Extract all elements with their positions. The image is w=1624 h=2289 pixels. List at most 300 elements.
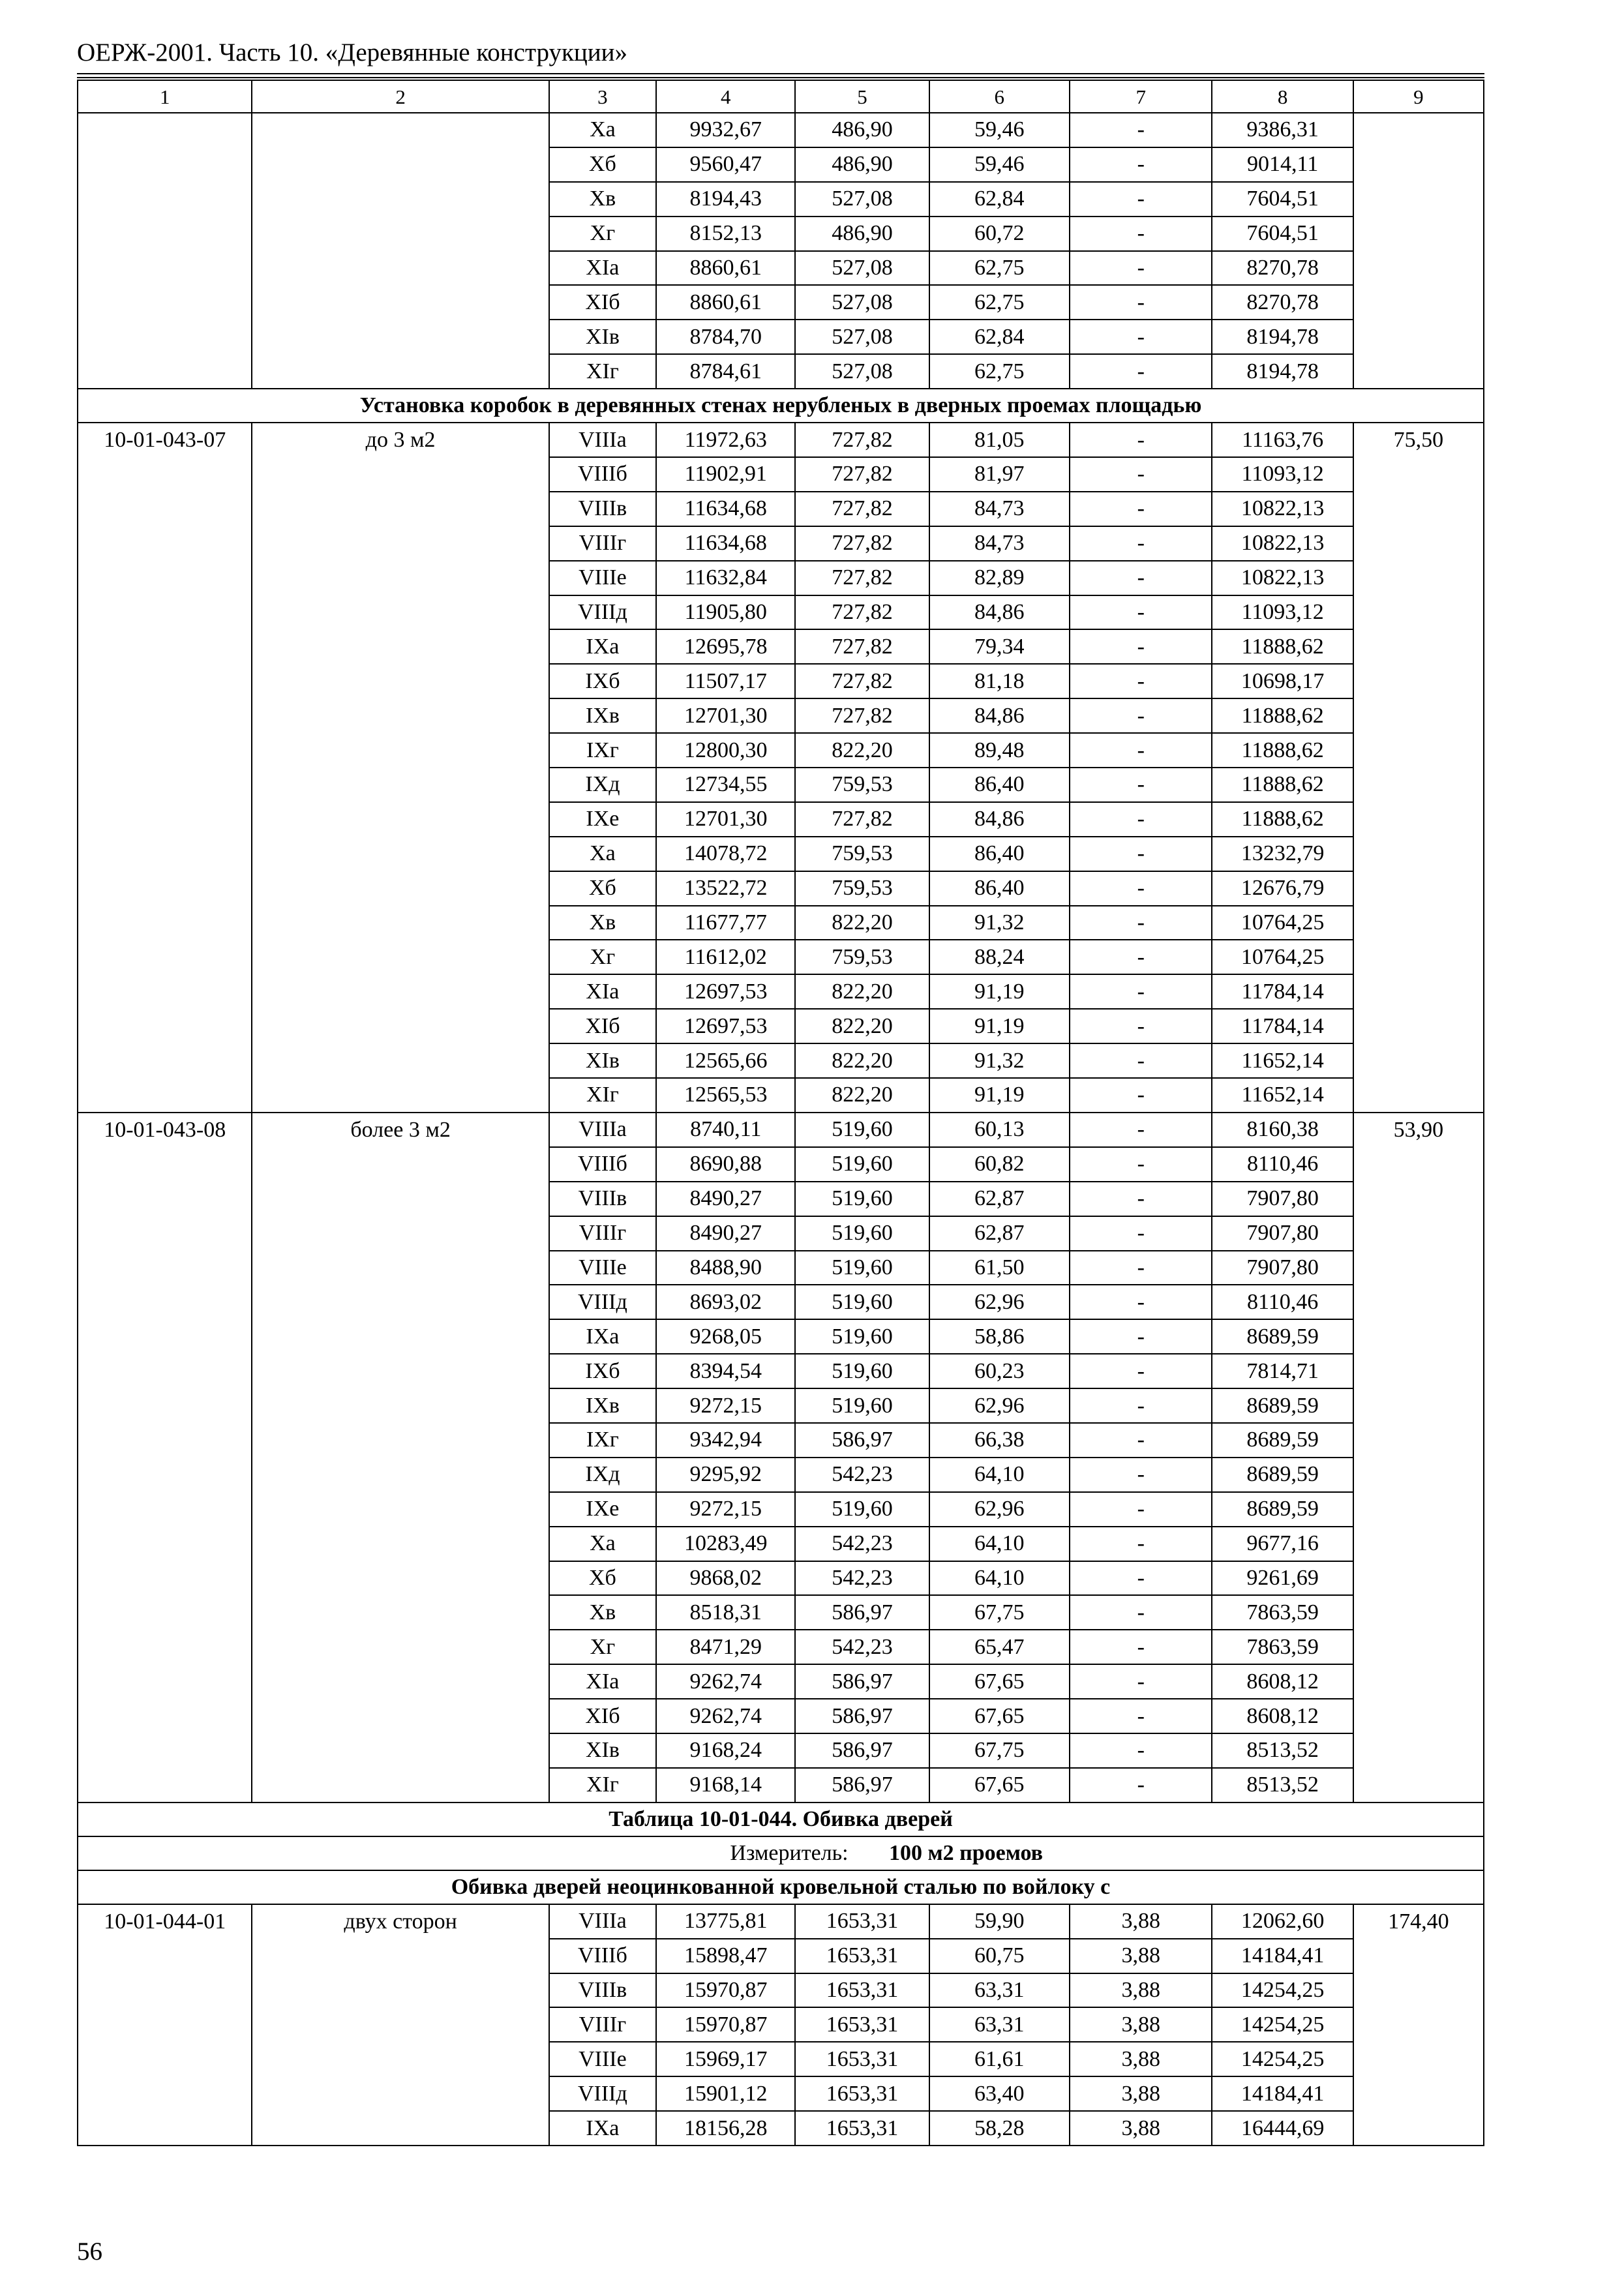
value-cell: 1653,31	[795, 1939, 929, 1973]
zone-cell: XIa	[549, 974, 656, 1009]
value-cell: 586,97	[795, 1768, 929, 1803]
rate-code	[78, 1285, 252, 1319]
rate-code	[78, 1733, 252, 1768]
rate-description	[252, 320, 549, 354]
value-cell: 727,82	[795, 457, 929, 492]
rate-description: до 3 м2	[252, 423, 549, 457]
value-cell: 62,96	[929, 1285, 1070, 1319]
zone-cell: VIIIв	[549, 492, 656, 526]
rate-description	[252, 251, 549, 286]
value-cell: 14184,41	[1212, 1939, 1353, 1973]
value-cell: -	[1070, 1527, 1212, 1561]
value-cell: -	[1070, 664, 1212, 698]
rate-code	[78, 251, 252, 286]
table-row	[78, 2042, 1484, 2076]
value-cell: 15970,87	[656, 1973, 795, 2008]
value-cell: 1653,31	[795, 1904, 929, 1939]
table-title: Таблица 10-01-044. Обивка дверей	[78, 1803, 1484, 1836]
rate-code	[78, 2076, 252, 2111]
value-cell: 8784,61	[656, 354, 795, 389]
value-cell: 8194,43	[656, 182, 795, 217]
value-cell: 91,19	[929, 974, 1070, 1009]
table-row	[78, 871, 1484, 906]
rate-description	[252, 561, 549, 595]
value-cell: 8194,78	[1212, 354, 1353, 389]
column-number: 5	[795, 80, 929, 113]
value-cell: 67,75	[929, 1595, 1070, 1630]
value-cell: -	[1070, 561, 1212, 595]
zone-cell: Xг	[549, 940, 656, 974]
zone-cell: Xa	[549, 837, 656, 871]
column-number: 3	[549, 80, 656, 113]
value-cell: 64,10	[929, 1527, 1070, 1561]
value-cell: 11888,62	[1212, 733, 1353, 768]
value-cell: 11093,12	[1212, 595, 1353, 630]
value-cell: 727,82	[795, 629, 929, 664]
value-cell: 3,88	[1070, 2076, 1212, 2111]
value-cell: 727,82	[795, 698, 929, 733]
value-cell: 91,32	[929, 906, 1070, 940]
page-number: 56	[77, 2237, 102, 2266]
value-cell: 519,60	[795, 1388, 929, 1423]
value-cell: 14254,25	[1212, 2007, 1353, 2042]
rate-description	[252, 871, 549, 906]
table-row	[78, 698, 1484, 733]
value-cell: 11677,77	[656, 906, 795, 940]
value-cell: 586,97	[795, 1699, 929, 1733]
value-cell: -	[1070, 285, 1212, 320]
table-title-row	[78, 1803, 1484, 1836]
value-cell: 11888,62	[1212, 802, 1353, 837]
value-cell: 14254,25	[1212, 2042, 1353, 2076]
value-cell: 59,46	[929, 113, 1070, 147]
value-cell: 7907,80	[1212, 1251, 1353, 1285]
value-cell: 11888,62	[1212, 629, 1353, 664]
value-cell: -	[1070, 320, 1212, 354]
column-number: 7	[1070, 80, 1212, 113]
rate-code	[78, 629, 252, 664]
value-cell: 11634,68	[656, 492, 795, 526]
rate-description	[252, 1768, 549, 1803]
value-cell: 12701,30	[656, 802, 795, 837]
value-cell: 10822,13	[1212, 561, 1353, 595]
rate-description	[252, 526, 549, 561]
zone-cell: IXa	[549, 629, 656, 664]
zone-cell: VIIIе	[549, 561, 656, 595]
zone-cell: VIIIе	[549, 2042, 656, 2076]
rate-code	[78, 1595, 252, 1630]
rates-table-body	[78, 80, 1484, 2146]
value-cell: 64,10	[929, 1458, 1070, 1492]
rate-description	[252, 1492, 549, 1527]
rate-description	[252, 1630, 549, 1664]
rate-code	[78, 457, 252, 492]
rate-code	[78, 182, 252, 217]
rate-description	[252, 2111, 549, 2146]
zone-cell: VIIIб	[549, 457, 656, 492]
value-cell: 8860,61	[656, 251, 795, 286]
table-row	[78, 1664, 1484, 1699]
value-cell: 86,40	[929, 837, 1070, 871]
zone-cell: Xв	[549, 182, 656, 217]
value-cell: 759,53	[795, 871, 929, 906]
labor-cell	[1353, 733, 1484, 768]
value-cell: -	[1070, 354, 1212, 389]
table-row	[78, 1973, 1484, 2008]
rate-code: 10-01-043-07	[78, 423, 252, 457]
zone-cell: VIIIв	[549, 1973, 656, 2008]
value-cell: 61,50	[929, 1251, 1070, 1285]
value-cell: 759,53	[795, 837, 929, 871]
labor-cell	[1353, 1078, 1484, 1113]
value-cell: -	[1070, 423, 1212, 457]
rate-description	[252, 1043, 549, 1078]
zone-cell: VIIIв	[549, 1182, 656, 1216]
rate-description	[252, 1319, 549, 1354]
value-cell: -	[1070, 1561, 1212, 1596]
rate-code	[78, 1423, 252, 1458]
value-cell: 11905,80	[656, 595, 795, 630]
table-row	[78, 320, 1484, 354]
value-cell: 13232,79	[1212, 837, 1353, 871]
value-cell: 11652,14	[1212, 1078, 1353, 1113]
measure-value: 100 м2 проемов	[889, 1840, 1043, 1865]
rate-code	[78, 1319, 252, 1354]
value-cell: 9261,69	[1212, 1561, 1353, 1596]
value-cell: 12697,53	[656, 974, 795, 1009]
value-cell: 7814,71	[1212, 1354, 1353, 1388]
labor-cell	[1353, 2111, 1484, 2146]
value-cell: 8110,46	[1212, 1285, 1353, 1319]
zone-cell: VIIIa	[549, 1904, 656, 1939]
rate-code	[78, 837, 252, 871]
table-row	[78, 1423, 1484, 1458]
value-cell: 727,82	[795, 664, 929, 698]
rate-code	[78, 733, 252, 768]
zone-cell: XIб	[549, 1009, 656, 1043]
rate-description	[252, 182, 549, 217]
value-cell: 8110,46	[1212, 1147, 1353, 1182]
zone-cell: IXa	[549, 1319, 656, 1354]
value-cell: 1653,31	[795, 1973, 929, 2008]
value-cell: 3,88	[1070, 1904, 1212, 1939]
table-row	[78, 2111, 1484, 2146]
rate-description	[252, 733, 549, 768]
labor-cell	[1353, 698, 1484, 733]
value-cell: -	[1070, 1699, 1212, 1733]
rate-code	[78, 802, 252, 837]
value-cell: -	[1070, 629, 1212, 664]
value-cell: 8693,02	[656, 1285, 795, 1319]
rate-description	[252, 1699, 549, 1733]
value-cell: 91,19	[929, 1009, 1070, 1043]
value-cell: 9868,02	[656, 1561, 795, 1596]
value-cell: 9272,15	[656, 1388, 795, 1423]
value-cell: 9268,05	[656, 1319, 795, 1354]
value-cell: 12695,78	[656, 629, 795, 664]
zone-cell: VIIIг	[549, 526, 656, 561]
rate-description	[252, 1285, 549, 1319]
value-cell: 7863,59	[1212, 1630, 1353, 1664]
value-cell: 12565,53	[656, 1078, 795, 1113]
value-cell: 8488,90	[656, 1251, 795, 1285]
value-cell: 15898,47	[656, 1939, 795, 1973]
rate-description	[252, 147, 549, 182]
value-cell: -	[1070, 1388, 1212, 1423]
labor-cell	[1353, 1423, 1484, 1458]
labor-cell	[1353, 1664, 1484, 1699]
value-cell: 8152,13	[656, 217, 795, 251]
value-cell: -	[1070, 1423, 1212, 1458]
value-cell: 8513,52	[1212, 1733, 1353, 1768]
value-cell: 9262,74	[656, 1664, 795, 1699]
zone-cell: VIIIб	[549, 1147, 656, 1182]
value-cell: 8160,38	[1212, 1113, 1353, 1147]
value-cell: -	[1070, 217, 1212, 251]
rate-description	[252, 1423, 549, 1458]
value-cell: 88,24	[929, 940, 1070, 974]
labor-cell	[1353, 2076, 1484, 2111]
labor-cell	[1353, 1043, 1484, 1078]
rate-code	[78, 1043, 252, 1078]
value-cell: 527,08	[795, 182, 929, 217]
rate-code	[78, 526, 252, 561]
zone-cell: Xa	[549, 1527, 656, 1561]
value-cell: 822,20	[795, 1078, 929, 1113]
value-cell: 8740,11	[656, 1113, 795, 1147]
rate-description	[252, 1561, 549, 1596]
value-cell: 8689,59	[1212, 1388, 1353, 1423]
value-cell: -	[1070, 1595, 1212, 1630]
value-cell: 727,82	[795, 595, 929, 630]
rate-description	[252, 492, 549, 526]
value-cell: 527,08	[795, 354, 929, 389]
value-cell: 84,86	[929, 595, 1070, 630]
value-cell: 3,88	[1070, 2111, 1212, 2146]
rate-description	[252, 1078, 549, 1113]
rate-description	[252, 1009, 549, 1043]
rate-code	[78, 320, 252, 354]
zone-cell: IXд	[549, 1458, 656, 1492]
value-cell: 1653,31	[795, 2076, 929, 2111]
zone-cell: IXa	[549, 2111, 656, 2146]
zone-cell: VIIIa	[549, 1113, 656, 1147]
value-cell: 727,82	[795, 526, 929, 561]
value-cell: 67,75	[929, 1733, 1070, 1768]
value-cell: 3,88	[1070, 1973, 1212, 2008]
rate-description	[252, 354, 549, 389]
table-row	[78, 354, 1484, 389]
value-cell: 8689,59	[1212, 1458, 1353, 1492]
value-cell: 14078,72	[656, 837, 795, 871]
value-cell: 62,96	[929, 1388, 1070, 1423]
value-cell: 11784,14	[1212, 1009, 1353, 1043]
zone-cell: Xв	[549, 906, 656, 940]
labor-cell	[1353, 837, 1484, 871]
value-cell: 14184,41	[1212, 2076, 1353, 2111]
section-title: Обивка дверей неоцинкованной кровельной сталью по войлоку с	[78, 1870, 1484, 1904]
table-row	[78, 1043, 1484, 1078]
value-cell: 67,65	[929, 1664, 1070, 1699]
value-cell: 822,20	[795, 1043, 929, 1078]
value-cell: -	[1070, 1768, 1212, 1803]
labor-cell	[1353, 1595, 1484, 1630]
value-cell: -	[1070, 1182, 1212, 1216]
zone-cell: Xг	[549, 217, 656, 251]
value-cell: 1653,31	[795, 2042, 929, 2076]
table-row	[78, 1630, 1484, 1664]
table-row	[78, 802, 1484, 837]
value-cell: 84,86	[929, 802, 1070, 837]
value-cell: 62,75	[929, 251, 1070, 286]
value-cell: 8608,12	[1212, 1664, 1353, 1699]
zone-cell: Xб	[549, 1561, 656, 1596]
labor-cell	[1353, 1630, 1484, 1664]
rate-description	[252, 595, 549, 630]
value-cell: 586,97	[795, 1664, 929, 1699]
value-cell: 727,82	[795, 423, 929, 457]
page-header: ОЕРЖ-2001. Часть 10. «Деревянные конструкции»	[77, 38, 628, 67]
table-row	[78, 1561, 1484, 1596]
value-cell: 8490,27	[656, 1216, 795, 1251]
value-cell: 89,48	[929, 733, 1070, 768]
labor-cell	[1353, 1285, 1484, 1319]
value-cell: 10764,25	[1212, 940, 1353, 974]
value-cell: 586,97	[795, 1595, 929, 1630]
labor-cell	[1353, 1699, 1484, 1733]
value-cell: 11972,63	[656, 423, 795, 457]
value-cell: 8270,78	[1212, 251, 1353, 286]
rate-description	[252, 940, 549, 974]
labor-cell	[1353, 1458, 1484, 1492]
zone-cell: XIг	[549, 354, 656, 389]
value-cell: 727,82	[795, 492, 929, 526]
value-cell: -	[1070, 1354, 1212, 1388]
value-cell: 527,08	[795, 251, 929, 286]
value-cell: 67,65	[929, 1699, 1070, 1733]
value-cell: 7907,80	[1212, 1216, 1353, 1251]
value-cell: 13775,81	[656, 1904, 795, 1939]
labor-cell	[1353, 1182, 1484, 1216]
rate-description: более 3 м2	[252, 1113, 549, 1147]
value-cell: -	[1070, 1664, 1212, 1699]
rate-code	[78, 1147, 252, 1182]
labor-cell	[1353, 940, 1484, 974]
value-cell: 586,97	[795, 1423, 929, 1458]
labor-cell	[1353, 1388, 1484, 1423]
rate-code	[78, 1699, 252, 1733]
value-cell: 11652,14	[1212, 1043, 1353, 1078]
value-cell: 86,40	[929, 768, 1070, 802]
labor-cell	[1353, 320, 1484, 354]
value-cell: 7604,51	[1212, 182, 1353, 217]
value-cell: 9168,24	[656, 1733, 795, 1768]
value-cell: 8518,31	[656, 1595, 795, 1630]
value-cell: 86,40	[929, 871, 1070, 906]
value-cell: 9560,47	[656, 147, 795, 182]
value-cell: -	[1070, 1043, 1212, 1078]
value-cell: 8608,12	[1212, 1699, 1353, 1733]
value-cell: 8471,29	[656, 1630, 795, 1664]
value-cell: 67,65	[929, 1768, 1070, 1803]
value-cell: 8689,59	[1212, 1423, 1353, 1458]
value-cell: 15969,17	[656, 2042, 795, 2076]
value-cell: 9168,14	[656, 1768, 795, 1803]
value-cell: 12565,66	[656, 1043, 795, 1078]
labor-cell	[1353, 1939, 1484, 1973]
zone-cell: Xб	[549, 147, 656, 182]
value-cell: 61,61	[929, 2042, 1070, 2076]
value-cell: -	[1070, 698, 1212, 733]
zone-cell: Xб	[549, 871, 656, 906]
zone-cell: VIIIд	[549, 595, 656, 630]
value-cell: 822,20	[795, 733, 929, 768]
value-cell: -	[1070, 1733, 1212, 1768]
value-cell: 62,84	[929, 320, 1070, 354]
rate-code	[78, 1973, 252, 2008]
section-title: Установка коробок в деревянных стенах нерубленых в дверных проемах площадью	[78, 389, 1484, 423]
rate-code	[78, 1216, 252, 1251]
rate-code	[78, 1527, 252, 1561]
rate-code	[78, 1561, 252, 1596]
value-cell: -	[1070, 113, 1212, 147]
value-cell: 11784,14	[1212, 974, 1353, 1009]
rate-description	[252, 974, 549, 1009]
value-cell: -	[1070, 1285, 1212, 1319]
value-cell: 59,46	[929, 147, 1070, 182]
value-cell: -	[1070, 1630, 1212, 1664]
zone-cell: VIIIг	[549, 1216, 656, 1251]
table-row	[78, 595, 1484, 630]
table-row	[78, 1388, 1484, 1423]
value-cell: 11632,84	[656, 561, 795, 595]
value-cell: 519,60	[795, 1251, 929, 1285]
value-cell: 66,38	[929, 1423, 1070, 1458]
labor-cell	[1353, 1527, 1484, 1561]
zone-cell: Xг	[549, 1630, 656, 1664]
column-number: 4	[656, 80, 795, 113]
value-cell: 9342,94	[656, 1423, 795, 1458]
zone-cell: IXг	[549, 1423, 656, 1458]
value-cell: 519,60	[795, 1113, 929, 1147]
value-cell: 519,60	[795, 1285, 929, 1319]
value-cell: -	[1070, 147, 1212, 182]
rate-description	[252, 1733, 549, 1768]
value-cell: 8784,70	[656, 320, 795, 354]
table-row	[78, 251, 1484, 286]
value-cell: 81,97	[929, 457, 1070, 492]
rate-description	[252, 1595, 549, 1630]
labor-cell	[1353, 113, 1484, 147]
rate-code	[78, 2042, 252, 2076]
table-row	[78, 285, 1484, 320]
labor-cell	[1353, 906, 1484, 940]
labor-cell	[1353, 1251, 1484, 1285]
rate-description	[252, 906, 549, 940]
value-cell: 10283,49	[656, 1527, 795, 1561]
section-title-row	[78, 1870, 1484, 1904]
value-cell: 62,96	[929, 1492, 1070, 1527]
zone-cell: Xв	[549, 1595, 656, 1630]
measure-row	[78, 1836, 1484, 1870]
zone-cell: VIIIд	[549, 2076, 656, 2111]
table-row	[78, 423, 1484, 457]
rate-description	[252, 1216, 549, 1251]
value-cell: 519,60	[795, 1492, 929, 1527]
value-cell: -	[1070, 1147, 1212, 1182]
labor-cell	[1353, 1354, 1484, 1388]
value-cell: 11902,91	[656, 457, 795, 492]
